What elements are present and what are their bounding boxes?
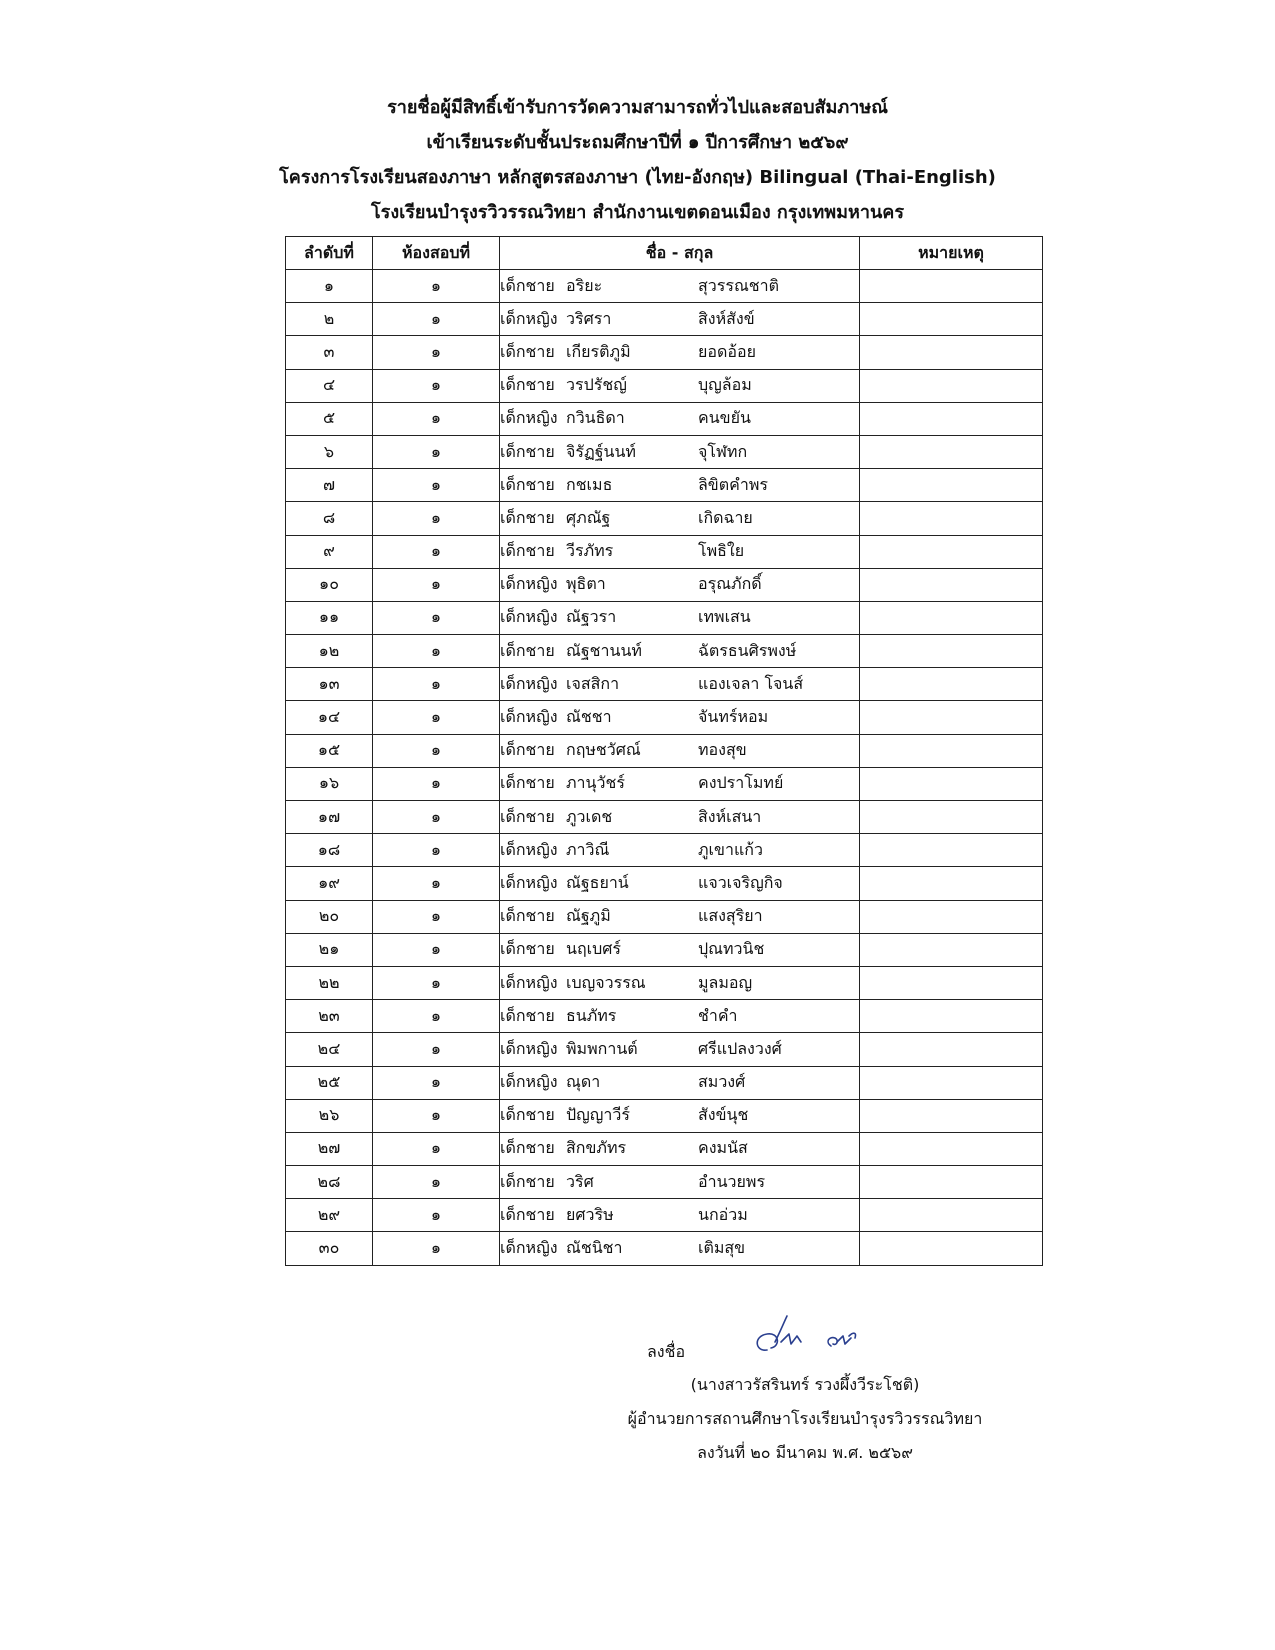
last-name: เทพเสน xyxy=(698,607,751,627)
first-name: ศุภณัฐ xyxy=(566,507,611,527)
first-name: วรปรัชญ์ xyxy=(566,375,627,395)
last-name: ยอดอ้อย xyxy=(698,341,756,361)
row-note xyxy=(860,668,1043,701)
table-row xyxy=(286,1099,1043,1132)
table-row xyxy=(286,469,1043,502)
row-note xyxy=(860,1066,1043,1099)
row-order: ๑๘ xyxy=(286,834,373,867)
name-prefix: เด็กหญิง xyxy=(500,308,558,328)
last-name: สังข์นุช xyxy=(698,1105,749,1125)
row-room: ๑ xyxy=(373,1166,500,1199)
row-note xyxy=(860,1232,1043,1265)
row-note xyxy=(860,966,1043,999)
candidate-table xyxy=(285,236,1043,1266)
name-prefix: เด็กหญิง xyxy=(500,673,558,693)
row-fullname xyxy=(500,1033,860,1066)
name-prefix: เด็กชาย xyxy=(500,375,555,395)
table-row xyxy=(286,402,1043,435)
row-note xyxy=(860,933,1043,966)
row-fullname xyxy=(500,668,860,701)
row-fullname xyxy=(500,1232,860,1265)
table-row xyxy=(286,1066,1043,1099)
first-name: ภานุวัชร์ xyxy=(566,773,625,793)
row-fullname xyxy=(500,435,860,468)
row-order: ๗ xyxy=(286,469,373,502)
row-fullname xyxy=(500,1066,860,1099)
row-fullname xyxy=(500,568,860,601)
first-name: ณัชชา xyxy=(566,707,612,727)
last-name: ปุณทวนิช xyxy=(698,939,765,959)
row-order: ๒ xyxy=(286,303,373,336)
row-order: ๕ xyxy=(286,402,373,435)
row-room: ๑ xyxy=(373,767,500,800)
row-fullname xyxy=(500,601,860,634)
row-room: ๑ xyxy=(373,1132,500,1165)
row-note xyxy=(860,1033,1043,1066)
row-note xyxy=(860,767,1043,800)
row-fullname xyxy=(500,701,860,734)
row-order: ๑๓ xyxy=(286,668,373,701)
table-row xyxy=(286,701,1043,734)
name-prefix: เด็กชาย xyxy=(500,640,555,660)
row-order: ๒๒ xyxy=(286,966,373,999)
name-prefix: เด็กชาย xyxy=(500,1005,555,1025)
name-prefix: เด็กหญิง xyxy=(500,574,558,594)
row-fullname xyxy=(500,270,860,303)
first-name: ธนภัทร xyxy=(566,1005,617,1025)
row-fullname xyxy=(500,767,860,800)
row-fullname xyxy=(500,635,860,668)
title-line-1: รายชื่อผู้มีสิทธิ์เข้ารับการวัดความสามารถทั่วไปและสอบสัมภาษณ์ xyxy=(387,97,888,118)
row-room: ๑ xyxy=(373,535,500,568)
name-prefix: เด็กชาย xyxy=(500,740,555,760)
first-name: กวินธิดา xyxy=(566,408,625,428)
row-note xyxy=(860,369,1043,402)
table-row xyxy=(286,734,1043,767)
row-room: ๑ xyxy=(373,966,500,999)
row-order: ๔ xyxy=(286,369,373,402)
row-room: ๑ xyxy=(373,1099,500,1132)
row-order: ๒๔ xyxy=(286,1033,373,1066)
row-note xyxy=(860,303,1043,336)
name-prefix: เด็กหญิง xyxy=(500,972,558,992)
last-name: ลิขิตคำพร xyxy=(698,474,768,494)
row-room: ๑ xyxy=(373,867,500,900)
row-order: ๑๕ xyxy=(286,734,373,767)
last-name: สุวรรณชาติ xyxy=(698,275,780,295)
row-note xyxy=(860,1132,1043,1165)
name-prefix: เด็กหญิง xyxy=(500,1238,558,1258)
row-order: ๓๐ xyxy=(286,1232,373,1265)
row-note xyxy=(860,402,1043,435)
row-order: ๑๖ xyxy=(286,767,373,800)
row-order: ๒๓ xyxy=(286,1000,373,1033)
name-prefix: เด็กชาย xyxy=(500,441,555,461)
row-room: ๑ xyxy=(373,1066,500,1099)
table-row xyxy=(286,1000,1043,1033)
row-fullname xyxy=(500,900,860,933)
row-order: ๒๕ xyxy=(286,1066,373,1099)
row-order: ๑ xyxy=(286,270,373,303)
table-row xyxy=(286,1132,1043,1165)
row-note xyxy=(860,635,1043,668)
signer-position: ผู้อำนวยการสถานศึกษาโรงเรียนบำรุงรวิวรรณวิทยา xyxy=(627,1409,983,1428)
row-order: ๙ xyxy=(286,535,373,568)
row-note xyxy=(860,270,1043,303)
table-row xyxy=(286,535,1043,568)
row-note xyxy=(860,469,1043,502)
name-prefix: เด็กชาย xyxy=(500,1105,555,1125)
table-row xyxy=(286,270,1043,303)
row-room: ๑ xyxy=(373,834,500,867)
table-row xyxy=(286,435,1043,468)
row-order: ๑๗ xyxy=(286,801,373,834)
first-name: จิรัฏฐ์นนท์ xyxy=(566,441,636,461)
row-order: ๑๔ xyxy=(286,701,373,734)
row-note xyxy=(860,801,1043,834)
table-row xyxy=(286,767,1043,800)
row-note xyxy=(860,1199,1043,1232)
first-name: ณุดา xyxy=(566,1072,601,1092)
table-row xyxy=(286,568,1043,601)
row-fullname xyxy=(500,1166,860,1199)
last-name: เกิดฉาย xyxy=(698,507,753,527)
row-order: ๘ xyxy=(286,502,373,535)
first-name: กฤษชวัศณ์ xyxy=(566,740,641,760)
first-name: กชเมธ xyxy=(566,474,613,494)
row-fullname xyxy=(500,469,860,502)
first-name: ณัฐภูมิ xyxy=(566,906,611,926)
col-header-name: ชื่อ - สกุล xyxy=(500,237,860,270)
last-name: ทองสุข xyxy=(698,740,747,760)
name-prefix: เด็กชาย xyxy=(500,1138,555,1158)
table-row xyxy=(286,502,1043,535)
row-room: ๑ xyxy=(373,369,500,402)
first-name: ยศวริษ xyxy=(566,1204,614,1224)
first-name: วริศรา xyxy=(566,308,612,328)
first-name: เกียรติภูมิ xyxy=(566,341,631,361)
row-room: ๑ xyxy=(373,568,500,601)
row-note xyxy=(860,568,1043,601)
table-row xyxy=(286,668,1043,701)
last-name: อรุณภักดิ์ xyxy=(698,574,762,594)
row-order: ๑๐ xyxy=(286,568,373,601)
row-order: ๖ xyxy=(286,435,373,468)
row-room: ๑ xyxy=(373,933,500,966)
row-room: ๑ xyxy=(373,435,500,468)
col-header-order: ลำดับที่ xyxy=(286,237,373,270)
name-prefix: เด็กหญิง xyxy=(500,872,558,892)
name-prefix: เด็กชาย xyxy=(500,939,555,959)
name-prefix: เด็กชาย xyxy=(500,341,555,361)
row-order: ๒๑ xyxy=(286,933,373,966)
row-room: ๑ xyxy=(373,801,500,834)
name-prefix: เด็กชาย xyxy=(500,773,555,793)
signed-date: ลงวันที่ ๒๐ มีนาคม พ.ศ. ๒๕๖๙ xyxy=(697,1443,913,1462)
row-fullname xyxy=(500,933,860,966)
name-prefix: เด็กชาย xyxy=(500,906,555,926)
row-fullname xyxy=(500,801,860,834)
row-note xyxy=(860,1000,1043,1033)
last-name: โพธิใย xyxy=(698,541,745,561)
row-note xyxy=(860,701,1043,734)
first-name: ณัฐชานนท์ xyxy=(566,640,642,660)
col-header-room: ห้องสอบที่ xyxy=(373,237,500,270)
row-room: ๑ xyxy=(373,402,500,435)
first-name: พิมพกานต์ xyxy=(566,1038,638,1058)
row-note xyxy=(860,834,1043,867)
last-name: จันทร์หอม xyxy=(698,707,769,727)
row-room: ๑ xyxy=(373,270,500,303)
row-room: ๑ xyxy=(373,601,500,634)
last-name: คนขยัน xyxy=(698,408,751,428)
row-note xyxy=(860,535,1043,568)
row-fullname xyxy=(500,966,860,999)
name-prefix: เด็กชาย xyxy=(500,541,555,561)
last-name: นกอ่วม xyxy=(698,1204,748,1224)
last-name: แจวเจริญกิจ xyxy=(698,872,783,892)
row-order: ๑๑ xyxy=(286,601,373,634)
row-order: ๒๙ xyxy=(286,1199,373,1232)
row-fullname xyxy=(500,369,860,402)
table-body xyxy=(286,270,1043,1266)
last-name: สิงห์เสนา xyxy=(698,806,762,826)
row-note xyxy=(860,336,1043,369)
row-order: ๓ xyxy=(286,336,373,369)
table-row xyxy=(286,900,1043,933)
last-name: ภูเขาแก้ว xyxy=(698,839,763,859)
row-fullname xyxy=(500,1000,860,1033)
name-prefix: เด็กชาย xyxy=(500,806,555,826)
first-name: ณัฐวรา xyxy=(566,607,617,627)
row-room: ๑ xyxy=(373,701,500,734)
row-order: ๑๙ xyxy=(286,867,373,900)
name-prefix: เด็กหญิง xyxy=(500,607,558,627)
row-room: ๑ xyxy=(373,1000,500,1033)
first-name: วีรภัทร xyxy=(566,541,614,561)
first-name: เบญจวรรณ xyxy=(566,972,646,992)
table-row xyxy=(286,336,1043,369)
name-prefix: เด็กหญิง xyxy=(500,707,558,727)
table-row xyxy=(286,635,1043,668)
col-header-note: หมายเหตุ xyxy=(860,237,1043,270)
table-row xyxy=(286,801,1043,834)
row-order: ๑๒ xyxy=(286,635,373,668)
row-order: ๒๘ xyxy=(286,1166,373,1199)
last-name: มูลมอญ xyxy=(698,972,753,992)
row-room: ๑ xyxy=(373,336,500,369)
row-order: ๒๖ xyxy=(286,1099,373,1132)
first-name: อริยะ xyxy=(566,275,603,295)
row-fullname xyxy=(500,336,860,369)
first-name: ภาวิณี xyxy=(566,839,610,859)
row-room: ๑ xyxy=(373,635,500,668)
last-name: อำนวยพร xyxy=(698,1171,766,1191)
sign-label: ลงชื่อ xyxy=(647,1342,686,1361)
name-prefix: เด็กชาย xyxy=(500,507,555,527)
name-prefix: เด็กชาย xyxy=(500,275,555,295)
signer-name: (นางสาวรัสรินทร์ รวงผึ้งวีระโชติ) xyxy=(690,1375,920,1394)
signature-image xyxy=(745,1312,895,1362)
row-fullname xyxy=(500,1099,860,1132)
table-row xyxy=(286,601,1043,634)
row-fullname xyxy=(500,867,860,900)
first-name: เจสสิกา xyxy=(566,673,620,693)
last-name: สิงห์สังข์ xyxy=(698,308,755,328)
row-room: ๑ xyxy=(373,303,500,336)
row-order: ๒๐ xyxy=(286,900,373,933)
first-name: ภูวเดช xyxy=(566,806,613,826)
table-row xyxy=(286,369,1043,402)
table-row xyxy=(286,1033,1043,1066)
name-prefix: เด็กหญิง xyxy=(500,1038,558,1058)
row-room: ๑ xyxy=(373,469,500,502)
last-name: จุโฬทก xyxy=(698,441,748,461)
row-order: ๒๗ xyxy=(286,1132,373,1165)
row-note xyxy=(860,435,1043,468)
signature-block xyxy=(595,1368,1015,1470)
table-header-row xyxy=(286,237,1043,270)
table-row xyxy=(286,1199,1043,1232)
row-fullname xyxy=(500,402,860,435)
name-prefix: เด็กชาย xyxy=(500,474,555,494)
row-room: ๑ xyxy=(373,734,500,767)
row-fullname xyxy=(500,502,860,535)
title-line-2: เข้าเรียนระดับชั้นประถมศึกษาปีที่ ๑ ปีการศึกษา ๒๕๖๙ xyxy=(426,132,849,153)
row-room: ๑ xyxy=(373,1199,500,1232)
first-name: สิกขภัทร xyxy=(566,1138,627,1158)
row-fullname xyxy=(500,1132,860,1165)
row-note xyxy=(860,900,1043,933)
name-prefix: เด็กหญิง xyxy=(500,408,558,428)
row-room: ๑ xyxy=(373,1232,500,1265)
title-line-4: โรงเรียนบำรุงรวิวรรณวิทยา สำนักงานเขตดอนเมือง กรุงเทพมหานคร xyxy=(370,202,905,223)
row-room: ๑ xyxy=(373,668,500,701)
last-name: ฉัตรธนศิรพงษ์ xyxy=(698,640,797,660)
table-row xyxy=(286,1166,1043,1199)
row-fullname xyxy=(500,535,860,568)
name-prefix: เด็กชาย xyxy=(500,1204,555,1224)
table-row xyxy=(286,834,1043,867)
row-fullname xyxy=(500,1199,860,1232)
first-name: ณัฐธยาน์ xyxy=(566,872,629,892)
name-prefix: เด็กหญิง xyxy=(500,1072,558,1092)
last-name: เติมสุข xyxy=(698,1238,746,1258)
last-name: ชำคำ xyxy=(698,1005,738,1025)
table-row xyxy=(286,303,1043,336)
row-note xyxy=(860,502,1043,535)
row-note xyxy=(860,601,1043,634)
last-name: แสงสุริยา xyxy=(698,906,763,926)
row-note xyxy=(860,1166,1043,1199)
row-note xyxy=(860,867,1043,900)
last-name: สมวงศ์ xyxy=(698,1072,746,1092)
first-name: พุธิตา xyxy=(566,574,606,594)
row-room: ๑ xyxy=(373,502,500,535)
first-name: วริศ xyxy=(566,1171,594,1191)
document-header xyxy=(0,90,1275,230)
last-name: ศรีแปลงวงศ์ xyxy=(698,1038,782,1058)
row-note xyxy=(860,1099,1043,1132)
last-name: แองเจลา โจนส์ xyxy=(698,673,804,693)
name-prefix: เด็กชาย xyxy=(500,1171,555,1191)
table-row xyxy=(286,867,1043,900)
row-fullname xyxy=(500,303,860,336)
last-name: คงมนัส xyxy=(698,1138,748,1158)
first-name: ณัชนิชา xyxy=(566,1238,623,1258)
table-row xyxy=(286,933,1043,966)
row-room: ๑ xyxy=(373,1033,500,1066)
row-fullname xyxy=(500,734,860,767)
first-name: นฤเบศร์ xyxy=(566,939,621,959)
last-name: คงปราโมทย์ xyxy=(698,773,784,793)
last-name: บุญล้อม xyxy=(698,375,752,395)
row-note xyxy=(860,734,1043,767)
row-room: ๑ xyxy=(373,900,500,933)
title-line-3: โครงการโรงเรียนสองภาษา หลักสูตรสองภาษา (ไทย-อังกฤษ) Bilingual (Thai-English) xyxy=(279,167,996,188)
name-prefix: เด็กหญิง xyxy=(500,839,558,859)
row-fullname xyxy=(500,834,860,867)
table-row xyxy=(286,966,1043,999)
first-name: ปัญญาวีร์ xyxy=(566,1105,630,1125)
table-row xyxy=(286,1232,1043,1265)
